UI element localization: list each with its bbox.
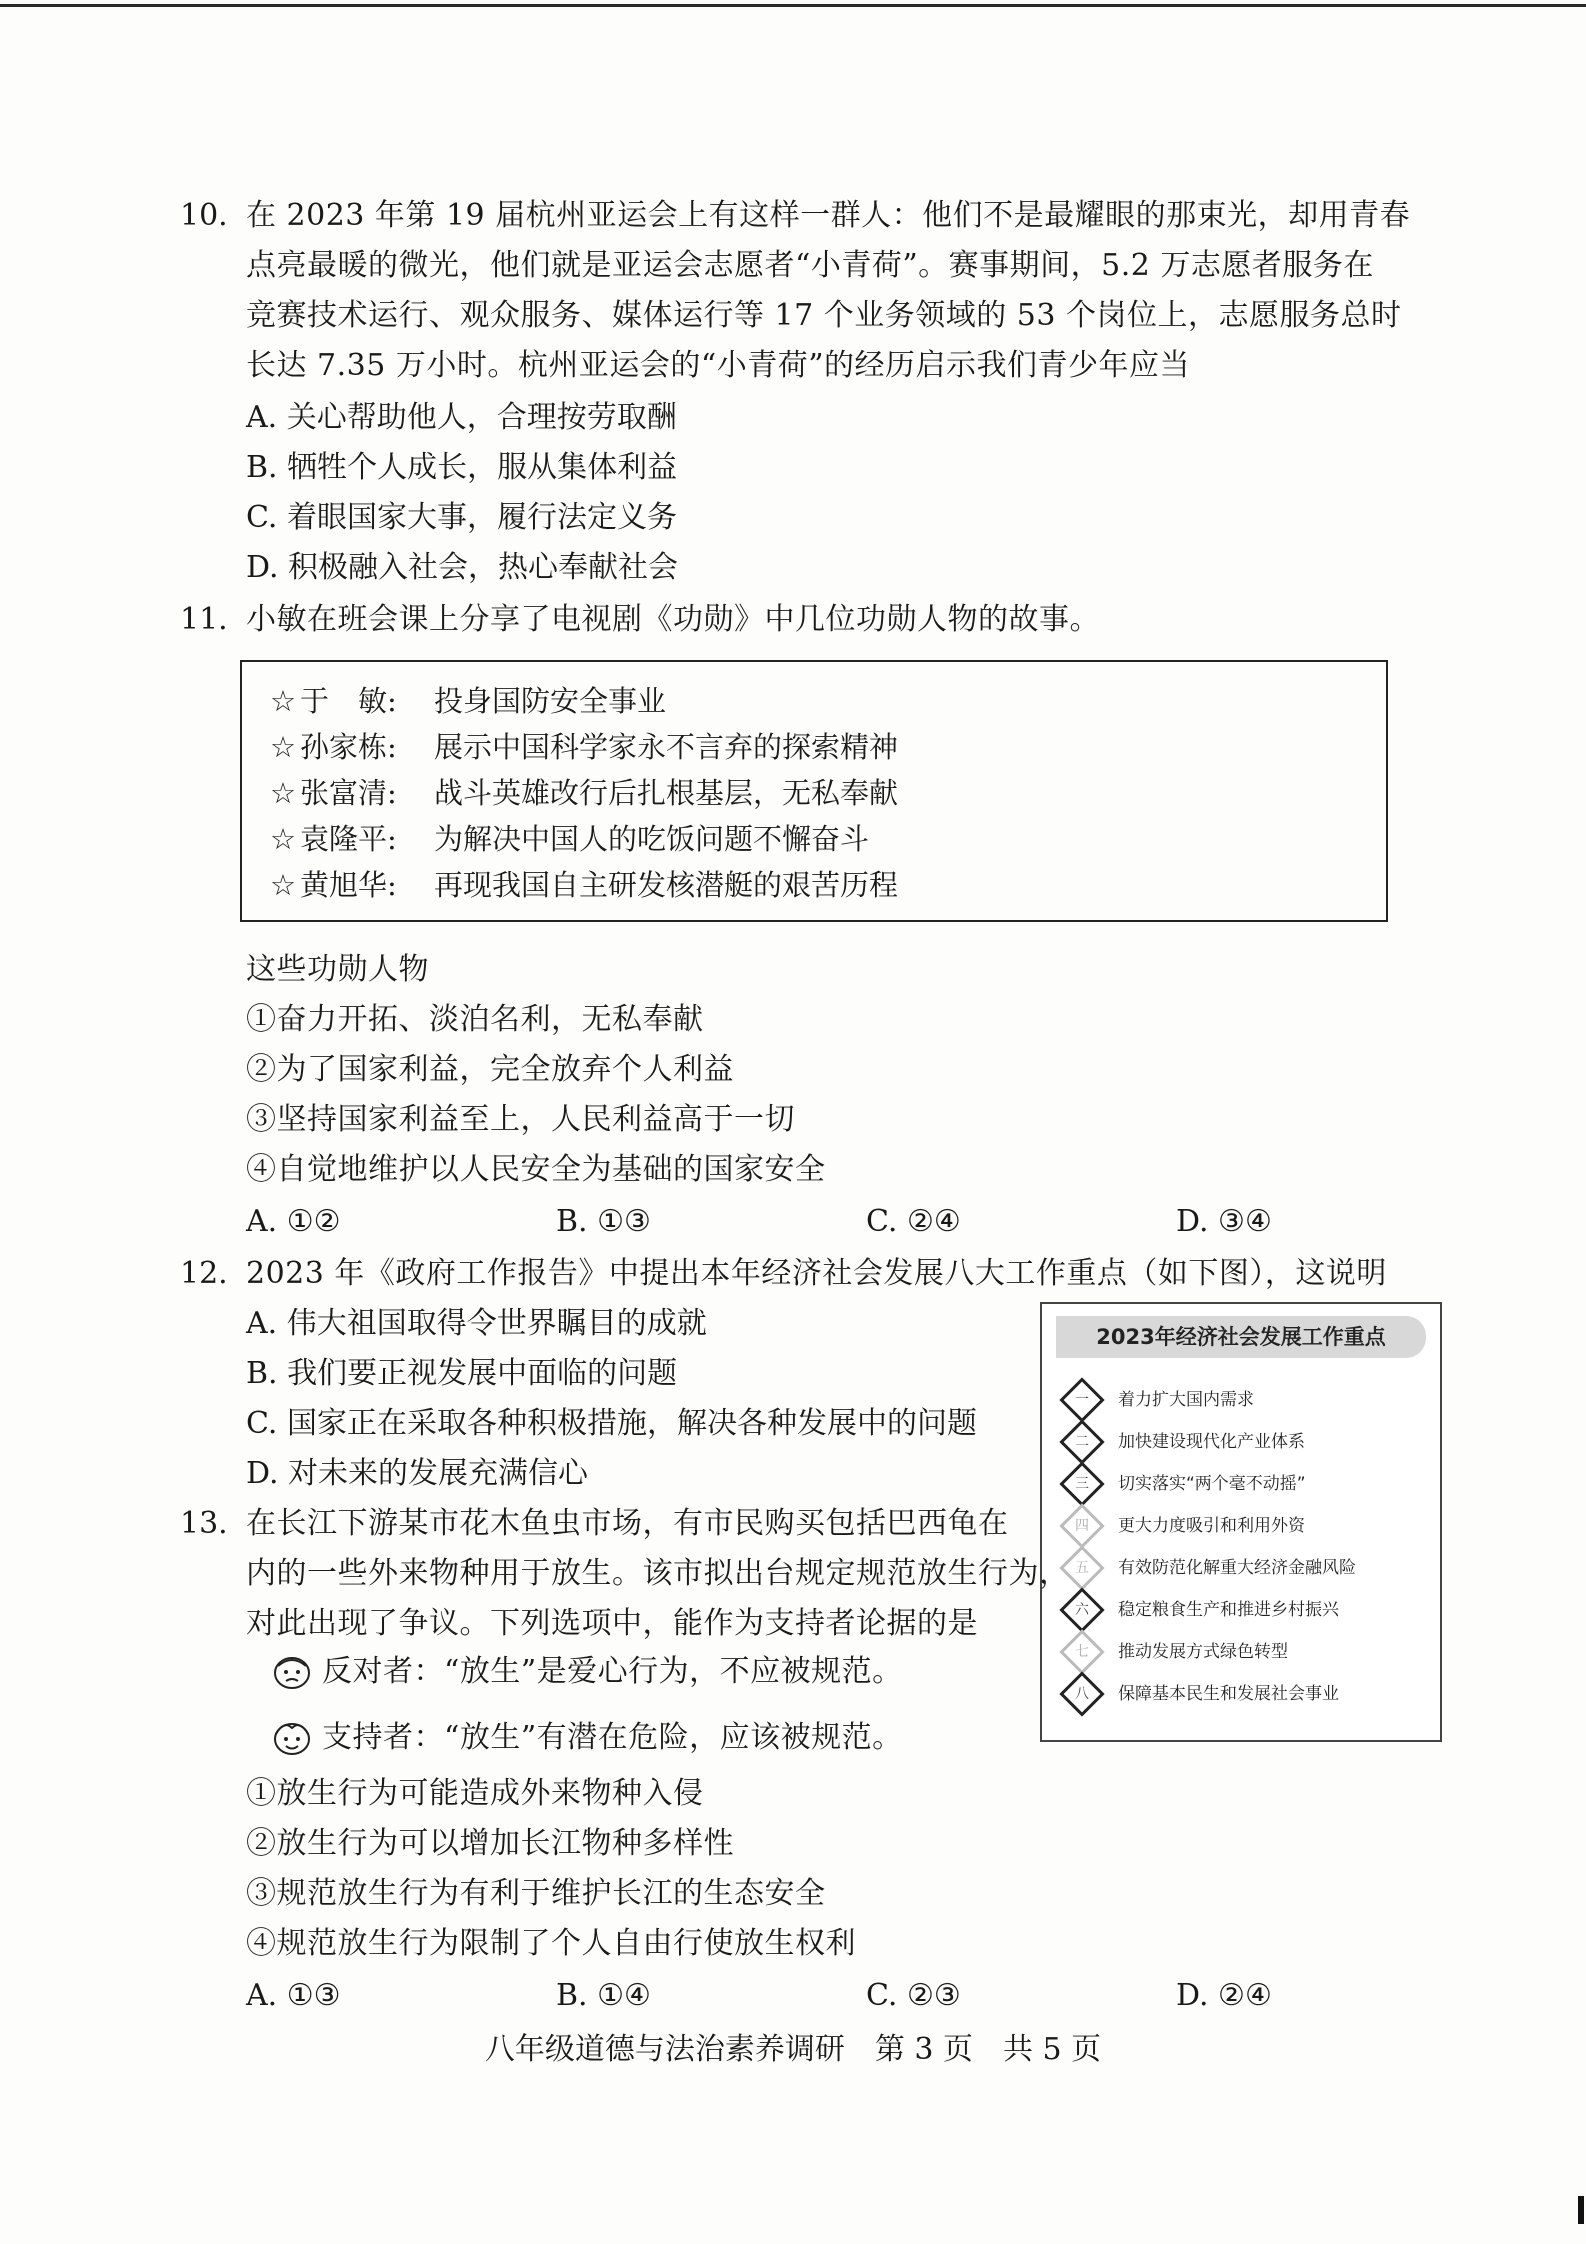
work-priorities-chart (1040, 1302, 1442, 1742)
star-icon: ☆ (270, 684, 296, 718)
supporter-statement: 支持者：“放生”有潜在危险，应该被规范。 (322, 1720, 903, 1755)
chart-item (1062, 1464, 1432, 1504)
hero-row (270, 866, 898, 904)
hero-name: 张富清: (300, 776, 397, 810)
question-13-option-c[interactable]: C. ②③ (866, 1978, 961, 2013)
chart-item-text: 更大力度吸引和利用外资 (1118, 1516, 1305, 1536)
question-10-line: 在 2023 年第 19 届杭州亚运会上有这样一群人：他们不是最耀眼的那束光，却用青春 (246, 198, 1411, 233)
question-13-statement: ④规范放生行为限制了个人自由行使放生权利 (246, 1926, 856, 1961)
hero-desc: 为解决中国人的吃饭问题不懈奋斗 (434, 822, 870, 856)
opponent-face-icon (270, 1652, 314, 1692)
hero-desc: 投身国防安全事业 (434, 684, 667, 718)
question-11-option-d[interactable]: D. ③④ (1176, 1204, 1272, 1239)
question-10-line: 竞赛技术运行、观众服务、媒体运行等 17 个业务领域的 53 个岗位上，志愿服务总时 (246, 298, 1402, 333)
question-12-option-a[interactable]: A. 伟大祖国取得令世界瞩目的成就 (246, 1306, 707, 1341)
chart-item-text: 推动发展方式绿色转型 (1118, 1642, 1288, 1662)
chart-title: 2023年经济社会发展工作重点 (1056, 1316, 1426, 1358)
chart-item (1062, 1674, 1432, 1714)
chart-item-text: 切实落实“两个毫不动摇” (1118, 1474, 1306, 1494)
question-10-option-d[interactable]: D. 积极融入社会，热心奉献社会 (246, 550, 679, 585)
question-11-statement: ③坚持国家利益至上，人民利益高于一切 (246, 1102, 795, 1137)
question-13-line: 在长江下游某市花木鱼虫市场，有市民购买包括巴西龟在 (246, 1506, 1009, 1541)
chart-item-text: 着力扩大国内需求 (1118, 1390, 1254, 1410)
question-10-line: 点亮最暖的微光，他们就是亚运会志愿者“小青荷”。赛事期间，5.2 万志愿者服务在 (246, 248, 1374, 283)
question-13-option-b[interactable]: B. ①④ (556, 1978, 651, 2013)
question-11-statement: ①奋力开拓、淡泊名利，无私奉献 (246, 1002, 704, 1037)
question-10-line: 长达 7.35 万小时。杭州亚运会的“小青荷”的经历启示我们青少年应当 (246, 348, 1191, 383)
question-13-statement: ②放生行为可以增加长江物种多样性 (246, 1826, 734, 1861)
chart-item-number: 五 (1075, 1560, 1089, 1576)
chart-item-number: 四 (1075, 1518, 1089, 1534)
question-11-lead: 这些功勋人物 (246, 952, 429, 987)
question-13-option-a[interactable]: A. ①③ (246, 1978, 341, 2013)
question-11-statement: ④自觉地维护以人民安全为基础的国家安全 (246, 1152, 826, 1187)
hero-row (270, 728, 898, 766)
question-12-stem: 2023 年《政府工作报告》中提出本年经济社会发展八大工作重点（如下图），这说明 (246, 1256, 1387, 1291)
star-icon: ☆ (270, 730, 296, 764)
chart-item (1062, 1590, 1432, 1630)
supporter-face-icon (270, 1718, 314, 1758)
chart-item-number: 一 (1075, 1392, 1089, 1408)
question-12-option-d[interactable]: D. 对未来的发展充满信心 (246, 1456, 589, 1491)
question-12-option-b[interactable]: B. 我们要正视发展中面临的问题 (246, 1356, 678, 1391)
chart-item (1062, 1422, 1432, 1462)
question-12-number: 12. (180, 1256, 228, 1291)
star-icon: ☆ (270, 868, 296, 902)
chart-item-text: 有效防范化解重大经济金融风险 (1118, 1558, 1356, 1578)
hero-name: 于 敏: (300, 684, 397, 718)
top-border-line (0, 4, 1586, 7)
hero-name: 黄旭华: (300, 868, 397, 902)
hero-desc: 战斗英雄改行后扎根基层，无私奉献 (434, 776, 899, 810)
question-10-option-b[interactable]: B. 牺牲个人成长，服从集体利益 (246, 450, 678, 485)
question-13-number: 13. (180, 1506, 228, 1541)
chart-item-text: 稳定粮食生产和推进乡村振兴 (1118, 1600, 1339, 1620)
hero-row (270, 820, 869, 858)
question-10-option-a[interactable]: A. 关心帮助他人，合理按劳取酬 (246, 400, 677, 435)
chart-item-number: 六 (1075, 1602, 1089, 1618)
question-10-option-c[interactable]: C. 着眼国家大事，履行法定义务 (246, 500, 677, 535)
question-13-statement: ③规范放生行为有利于维护长江的生态安全 (246, 1876, 826, 1911)
hero-row (270, 774, 898, 812)
star-icon: ☆ (270, 822, 296, 856)
heroes-box (240, 660, 1388, 922)
opponent-statement: 反对者：“放生”是爱心行为，不应被规范。 (322, 1654, 903, 1689)
hero-row (270, 682, 666, 720)
question-11-option-b[interactable]: B. ①③ (556, 1204, 651, 1239)
scan-corner-mark (1578, 2196, 1584, 2224)
chart-item-number: 八 (1075, 1686, 1089, 1702)
question-13-option-d[interactable]: D. ②④ (1176, 1978, 1272, 2013)
question-11-option-a[interactable]: A. ①② (246, 1204, 341, 1239)
chart-item (1062, 1548, 1432, 1588)
hero-desc: 再现我国自主研发核潜艇的艰苦历程 (434, 868, 899, 902)
chart-item-number: 二 (1075, 1434, 1089, 1450)
question-12-option-c[interactable]: C. 国家正在采取各种积极措施，解决各种发展中的问题 (246, 1406, 977, 1441)
chart-item-number: 七 (1075, 1644, 1089, 1660)
page-footer: 八年级道德与法治素养调研 第 3 页 共 5 页 (484, 2032, 1102, 2067)
hero-desc: 展示中国科学家永不言弃的探索精神 (434, 730, 899, 764)
chart-item (1062, 1380, 1432, 1420)
question-11-number: 11. (180, 602, 228, 637)
question-13-statement: ①放生行为可能造成外来物种入侵 (246, 1776, 704, 1811)
question-11-statement: ②为了国家利益，完全放弃个人利益 (246, 1052, 734, 1087)
star-icon: ☆ (270, 776, 296, 810)
hero-name: 孙家栋: (300, 730, 397, 764)
chart-item (1062, 1506, 1432, 1546)
question-10-number: 10. (180, 198, 228, 233)
hero-name: 袁隆平: (300, 822, 397, 856)
question-11-option-c[interactable]: C. ②④ (866, 1204, 961, 1239)
chart-item-text: 加快建设现代化产业体系 (1118, 1432, 1305, 1452)
question-13-line: 内的一些外来物种用于放生。该市拟出台规定规范放生行为， (246, 1556, 1070, 1591)
chart-item-number: 三 (1075, 1476, 1089, 1492)
chart-item (1062, 1632, 1432, 1672)
chart-item-text: 保障基本民生和发展社会事业 (1118, 1684, 1339, 1704)
question-13-line: 对此出现了争议。下列选项中，能作为支持者论据的是 (246, 1606, 978, 1641)
question-11-stem: 小敏在班会课上分享了电视剧《功勋》中几位功勋人物的故事。 (246, 602, 1100, 637)
